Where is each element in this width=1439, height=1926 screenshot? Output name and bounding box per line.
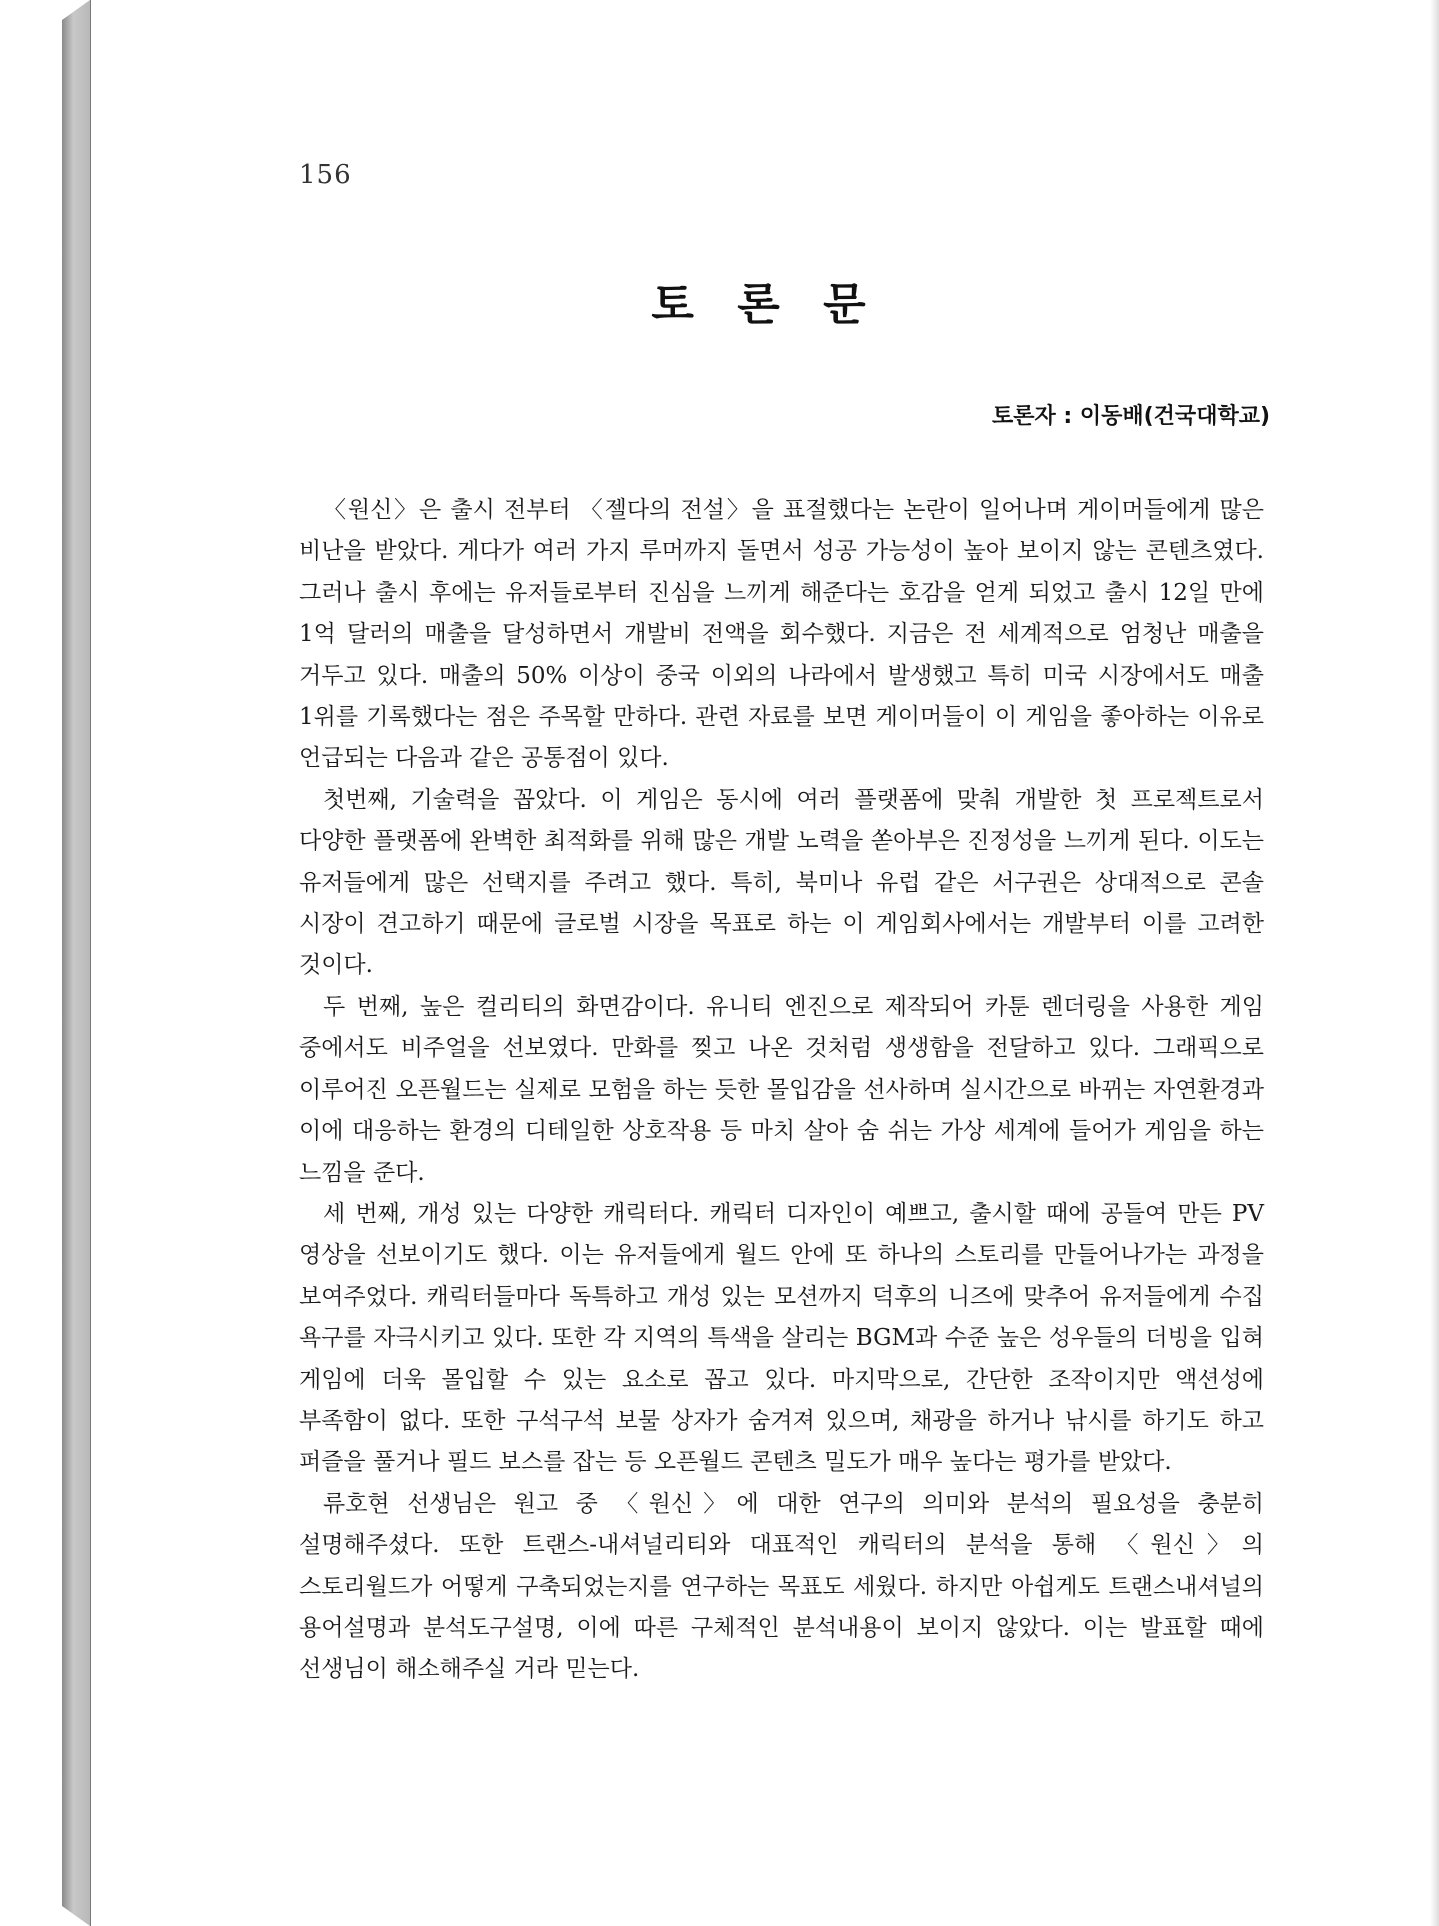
page-number: 156 (299, 160, 352, 190)
body-text (299, 490, 1264, 1691)
book-page (90, 0, 1439, 1926)
discussant-line: 토론자 : 이동배(건국대학교) (992, 404, 1270, 429)
paragraph-5: 류호현 선생님은 원고 중 〈원신〉에 대한 연구의 의미와 분석의 필요성을 충분히 설명해주셨다. 또한 트랜스-내셔널리티와 대표적인 캐릭터의 분석을 통해 〈원신〉의 스토리월드가 어떻게 구축되었는지를 연구하는 목표도 세웠다. 하지만 아쉽게도 트랜스내셔널의 용어설명과 분석도구설명, 이에 따른 구체적인 분석내용이 보이지 않았다. 이는 발표할 때에 선생님이 해소해주실 거라 믿는다. (299, 1490, 1264, 1683)
paragraph-4: 세 번째, 개성 있는 다양한 캐릭터다. 캐릭터 디자인이 예쁘고, 출시할 때에 공들여 만든 PV 영상을 선보이기도 했다. 이는 유저들에게 월드 안에 또 하나의 스토리를 만들어나가는 과정을 보여주었다. 캐릭터들마다 독특하고 개성 있는 모션까지 덕후의 니즈에 맞추어 유저들에게 수집 욕구를 자극시키고 있다. 또한 각 지역의 특색을 살리는 BGM과 수준 높은 성우들의 더빙을 입혀 게임에 더욱 몰입할 수 있는 요소로 꼽고 있다. 마지막으로, 간단한 조작이지만 액션성에 부족함이 없다. 또한 구석구석 보물 상자가 숨겨져 있으며, 채광을 하거나 낚시를 하기도 하고 퍼즐을 풀거나 필드 보스를 잡는 등 오픈월드 콘텐츠 밀도가 매우 높다는 평가를 받았다. (299, 1200, 1264, 1476)
paragraph-3: 두 번째, 높은 컬리티의 화면감이다. 유니티 엔진으로 제작되어 카툰 렌더링을 사용한 게임 중에서도 비주얼을 선보였다. 만화를 찢고 나온 것처럼 생생함을 전달하고 있다. 그래픽으로 이루어진 오픈월드는 실제로 모험을 하는 듯한 몰입감을 선사하며 실시간으로 바뀌는 자연환경과 이에 대응하는 환경의 디테일한 상호작용 등 마치 살아 숨 쉬는 가상 세계에 들어가 게임을 하는 느낌을 준다. (299, 993, 1264, 1186)
page-title: 토 론 문 (651, 279, 880, 330)
paragraph-1: 〈원신〉은 출시 전부터 〈젤다의 전설〉을 표절했다는 논란이 일어나며 게이머들에게 많은 비난을 받았다. 게다가 여러 가지 루머까지 돌면서 성공 가능성이 높아 보이지 않는 콘텐츠였다. 그러나 출시 후에는 유저들로부터 진심을 느끼게 해준다는 호감을 얻게 되었고 출시 12일 만에 1억 달러의 매출을 달성하면서 개발비 전액을 회수했다. 지금은 전 세계적으로 엄청난 매출을 거두고 있다. 매출의 50% 이상이 중국 이외의 나라에서 발생했고 특히 미국 시장에서도 매출 1위를 기록했다는 점은 주목할 만하다. 관련 자료를 보면 게이머들이 이 게임을 좋아하는 이유로 언급되는 다음과 같은 공통점이 있다. (299, 497, 1264, 772)
paragraph-2: 첫번째, 기술력을 꼽았다. 이 게임은 동시에 여러 플랫폼에 맞춰 개발한 첫 프로젝트로서 다양한 플랫폼에 완벽한 최적화를 위해 많은 개발 노력을 쏟아부은 진정성을 느끼게 된다. 이도는 유저들에게 많은 선택지를 주려고 했다. 특히, 북미나 유럽 같은 서구권은 상대적으로 콘솔 시장이 견고하기 때문에 글로벌 시장을 목표로 하는 이 게임회사에서는 개발부터 이를 고려한 것이다. (299, 786, 1264, 979)
book-spine-shadow (62, 0, 90, 1926)
